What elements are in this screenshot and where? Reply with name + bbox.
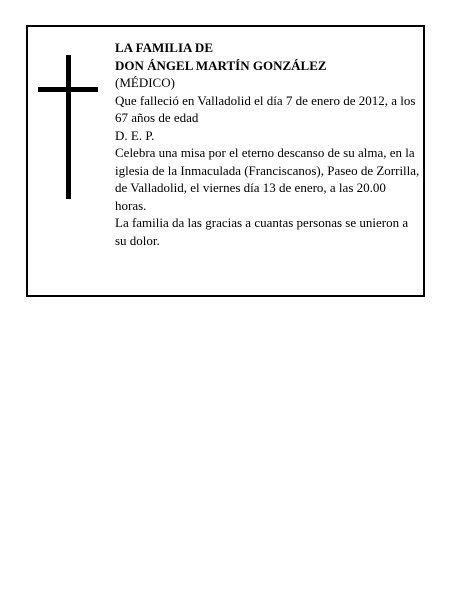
notice-rip: D. E. P. bbox=[115, 127, 155, 143]
cross-horizontal-bar bbox=[38, 87, 98, 92]
obituary-notice bbox=[26, 25, 425, 297]
cross-vertical-bar bbox=[66, 55, 71, 199]
notice-text bbox=[115, 39, 420, 249]
notice-heading-family: LA FAMILIA DE bbox=[115, 40, 213, 55]
notice-death-info: Que falleció en Valladolid el día 7 de enero de 2012, a los 67 años de edad bbox=[115, 92, 416, 125]
notice-mass-info: Celebra una misa por el eterno descanso de su alma, en la iglesia de la Inmaculada (Franciscanos), Paseo de Zorrilla, de Valladolid, el viernes día 13 de enero, a las 20.00 horas. bbox=[115, 145, 420, 213]
cross-icon bbox=[38, 55, 98, 199]
notice-profession: (MÉDICO) bbox=[115, 75, 175, 90]
notice-thanks: La familia da las gracias a cuantas personas se unieron a su dolor. bbox=[115, 215, 409, 248]
notice-heading-name: DON ÁNGEL MARTÍN GONZÁLEZ bbox=[115, 57, 327, 73]
